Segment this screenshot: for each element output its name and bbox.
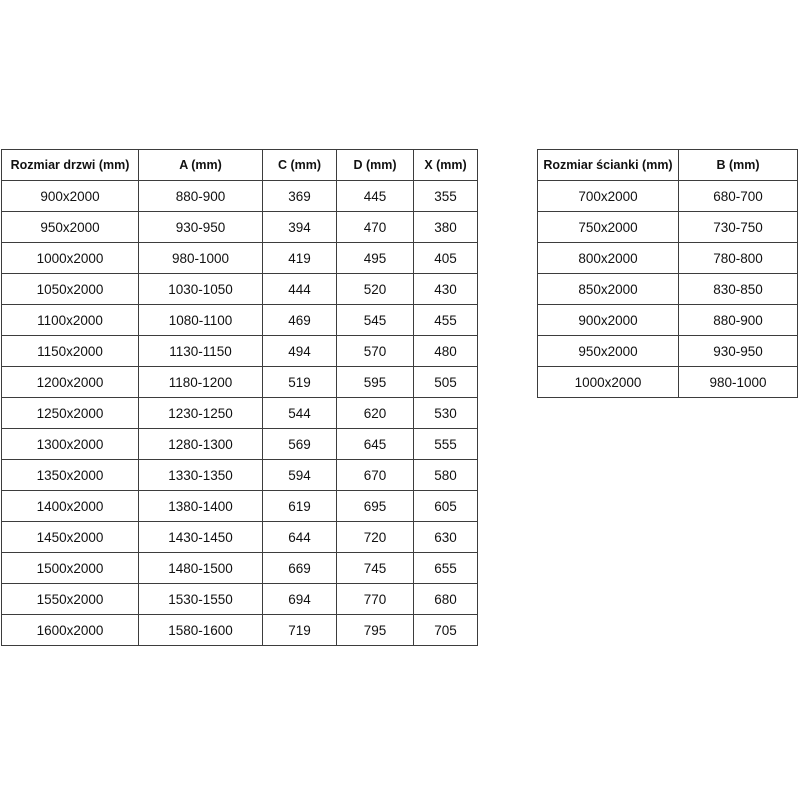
table-cell: 1000x2000: [538, 367, 679, 398]
table-cell: 730-750: [679, 212, 798, 243]
table-cell: 1350x2000: [2, 460, 139, 491]
table-cell: 495: [337, 243, 414, 274]
table-cell: 1050x2000: [2, 274, 139, 305]
table-cell: 1200x2000: [2, 367, 139, 398]
table-cell: 570: [337, 336, 414, 367]
table-cell: 695: [337, 491, 414, 522]
table-cell: 1450x2000: [2, 522, 139, 553]
table-cell: 369: [263, 181, 337, 212]
header-row: [2, 150, 478, 181]
table-cell: 455: [414, 305, 478, 336]
table-cell: 1400x2000: [2, 491, 139, 522]
table-cell: 900x2000: [2, 181, 139, 212]
table-row: [2, 429, 478, 460]
table-cell: 1180-1200: [139, 367, 263, 398]
table-cell: 655: [414, 553, 478, 584]
column-header: X (mm): [414, 150, 478, 181]
table-cell: 430: [414, 274, 478, 305]
table-row: [538, 336, 798, 367]
column-header: C (mm): [263, 150, 337, 181]
table-cell: 705: [414, 615, 478, 646]
table-cell: 930-950: [679, 336, 798, 367]
table-cell: 680: [414, 584, 478, 615]
table-row: [2, 274, 478, 305]
table-row: [2, 181, 478, 212]
column-header: A (mm): [139, 150, 263, 181]
table-row: [2, 398, 478, 429]
table-cell: 745: [337, 553, 414, 584]
table-cell: 645: [337, 429, 414, 460]
table-cell: 544: [263, 398, 337, 429]
table-row: [2, 460, 478, 491]
doors-size-table: [1, 149, 478, 646]
table-row: [538, 212, 798, 243]
table-cell: 750x2000: [538, 212, 679, 243]
table-row: [538, 367, 798, 398]
table-cell: 1280-1300: [139, 429, 263, 460]
table-cell: 1380-1400: [139, 491, 263, 522]
table-cell: 594: [263, 460, 337, 491]
table-cell: 469: [263, 305, 337, 336]
column-header: D (mm): [337, 150, 414, 181]
table-cell: 1250x2000: [2, 398, 139, 429]
table-cell: 950x2000: [538, 336, 679, 367]
table-cell: 530: [414, 398, 478, 429]
table-cell: 1000x2000: [2, 243, 139, 274]
table-cell: 900x2000: [538, 305, 679, 336]
table-cell: 644: [263, 522, 337, 553]
table-row: [2, 522, 478, 553]
table-cell: 494: [263, 336, 337, 367]
table-cell: 545: [337, 305, 414, 336]
column-header: B (mm): [679, 150, 798, 181]
table-row: [2, 367, 478, 398]
table-cell: 795: [337, 615, 414, 646]
table-cell: 950x2000: [2, 212, 139, 243]
table-cell: 355: [414, 181, 478, 212]
table-cell: 1080-1100: [139, 305, 263, 336]
table-cell: 619: [263, 491, 337, 522]
column-header: Rozmiar drzwi (mm): [2, 150, 139, 181]
table-cell: 850x2000: [538, 274, 679, 305]
table-row: [538, 305, 798, 336]
header-row: [538, 150, 798, 181]
table-cell: 830-850: [679, 274, 798, 305]
table-cell: 1330-1350: [139, 460, 263, 491]
table-row: [2, 243, 478, 274]
table-cell: 405: [414, 243, 478, 274]
table-cell: 1550x2000: [2, 584, 139, 615]
table-cell: 880-900: [679, 305, 798, 336]
table-cell: 1230-1250: [139, 398, 263, 429]
table-row: [2, 212, 478, 243]
table-cell: 630: [414, 522, 478, 553]
table-cell: 1500x2000: [2, 553, 139, 584]
table-cell: 419: [263, 243, 337, 274]
column-header: Rozmiar ścianki (mm): [538, 150, 679, 181]
table-cell: 1580-1600: [139, 615, 263, 646]
table-cell: 505: [414, 367, 478, 398]
table-row: [2, 584, 478, 615]
table-cell: 700x2000: [538, 181, 679, 212]
table-cell: 1430-1450: [139, 522, 263, 553]
table-cell: 980-1000: [679, 367, 798, 398]
table-cell: 670: [337, 460, 414, 491]
table-cell: 1150x2000: [2, 336, 139, 367]
table-cell: 669: [263, 553, 337, 584]
table-cell: 720: [337, 522, 414, 553]
table-row: [538, 243, 798, 274]
table-cell: 780-800: [679, 243, 798, 274]
table-cell: 980-1000: [139, 243, 263, 274]
table-cell: 1100x2000: [2, 305, 139, 336]
table-cell: 800x2000: [538, 243, 679, 274]
table-cell: 694: [263, 584, 337, 615]
table-cell: 680-700: [679, 181, 798, 212]
table-cell: 1300x2000: [2, 429, 139, 460]
table-cell: 770: [337, 584, 414, 615]
table-cell: 569: [263, 429, 337, 460]
table-cell: 880-900: [139, 181, 263, 212]
table-cell: 1600x2000: [2, 615, 139, 646]
table-cell: 555: [414, 429, 478, 460]
table-cell: 719: [263, 615, 337, 646]
table-cell: 380: [414, 212, 478, 243]
table-cell: 1480-1500: [139, 553, 263, 584]
table-row: [538, 181, 798, 212]
table-cell: 470: [337, 212, 414, 243]
table-cell: 595: [337, 367, 414, 398]
wall-panel-size-table: [537, 149, 798, 398]
table-row: [538, 274, 798, 305]
table-cell: 445: [337, 181, 414, 212]
table-row: [2, 305, 478, 336]
table-cell: 605: [414, 491, 478, 522]
table-cell: 394: [263, 212, 337, 243]
table-row: [2, 553, 478, 584]
table-cell: 580: [414, 460, 478, 491]
table-cell: 444: [263, 274, 337, 305]
table-cell: 620: [337, 398, 414, 429]
table-cell: 519: [263, 367, 337, 398]
table-cell: 930-950: [139, 212, 263, 243]
table-cell: 1130-1150: [139, 336, 263, 367]
table-row: [2, 336, 478, 367]
table-row: [2, 491, 478, 522]
table-cell: 520: [337, 274, 414, 305]
table-row: [2, 615, 478, 646]
table-cell: 1530-1550: [139, 584, 263, 615]
table-cell: 1030-1050: [139, 274, 263, 305]
table-cell: 480: [414, 336, 478, 367]
